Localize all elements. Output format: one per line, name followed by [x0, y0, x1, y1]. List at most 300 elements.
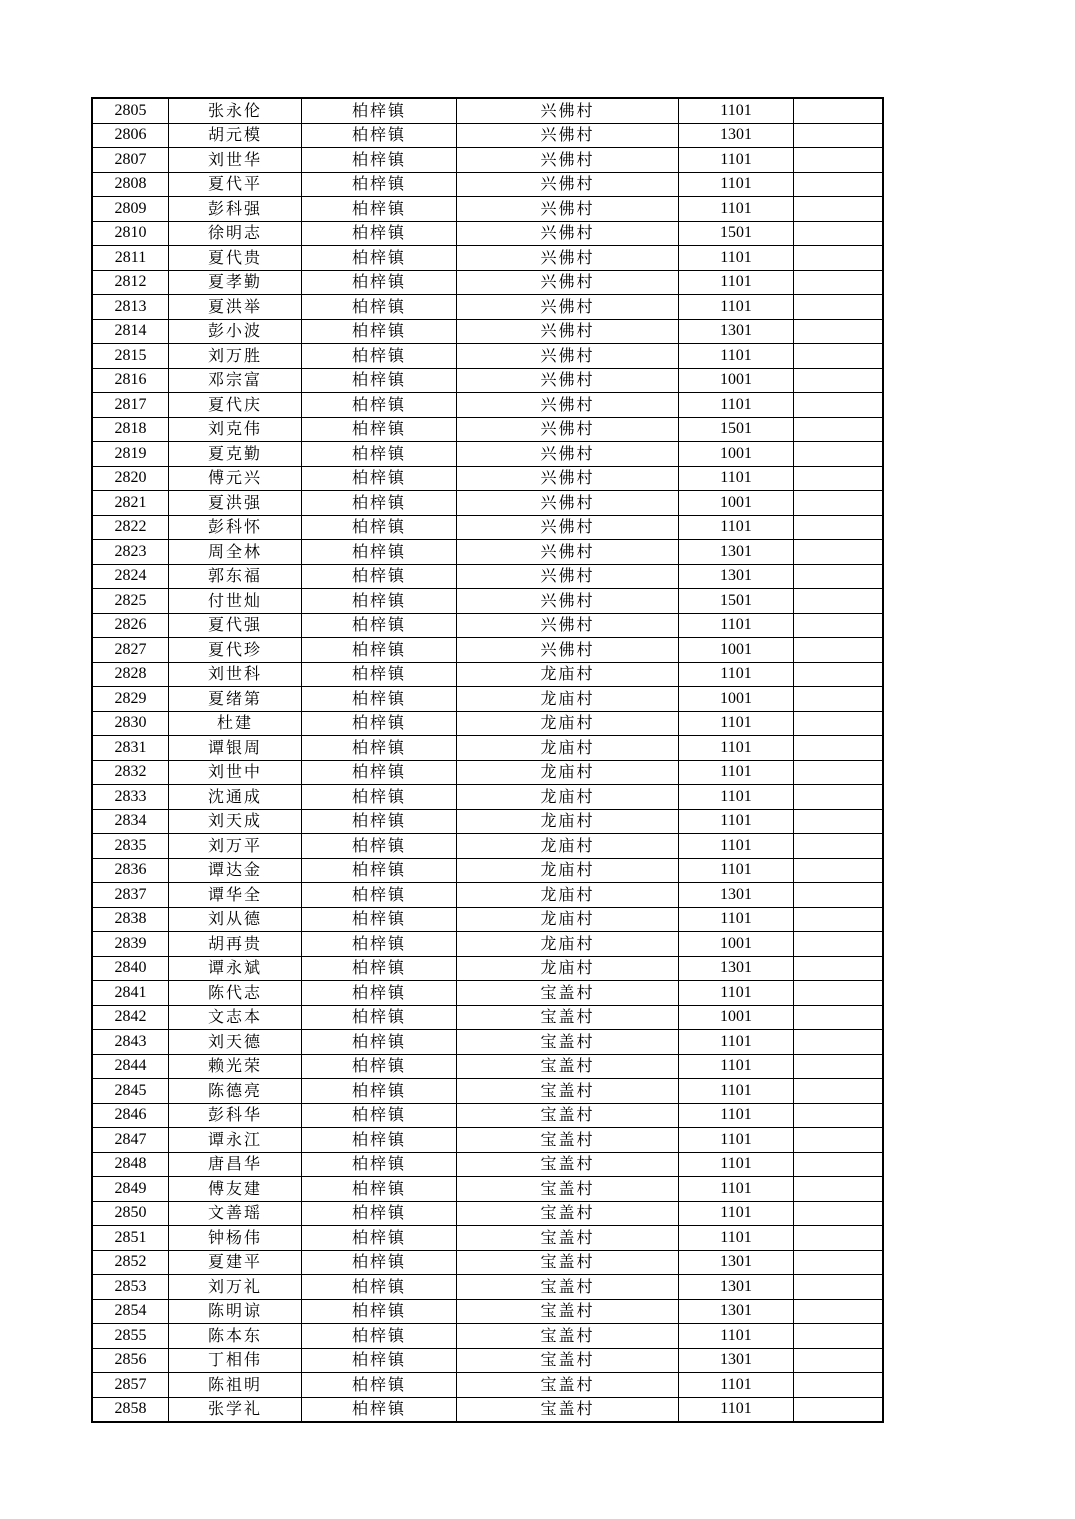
village-cell: 兴佛村 — [457, 466, 679, 491]
table-row — [92, 295, 883, 320]
town-cell: 柏梓镇 — [302, 858, 457, 883]
table-row — [92, 270, 883, 295]
person-name-cell: 沈通成 — [169, 785, 302, 810]
village-cell: 龙庙村 — [457, 907, 679, 932]
town-cell: 柏梓镇 — [302, 834, 457, 859]
village-cell: 兴佛村 — [457, 515, 679, 540]
empty-cell — [794, 368, 884, 393]
village-cell: 龙庙村 — [457, 932, 679, 957]
empty-cell — [794, 1348, 884, 1373]
table-row — [92, 368, 883, 393]
table-row — [92, 491, 883, 516]
town-cell: 柏梓镇 — [302, 1373, 457, 1398]
row-number-cell: 2835 — [92, 834, 169, 859]
town-cell: 柏梓镇 — [302, 981, 457, 1006]
empty-cell — [794, 148, 884, 173]
town-cell: 柏梓镇 — [302, 491, 457, 516]
person-name-cell: 夏代珍 — [169, 638, 302, 663]
table-row — [92, 907, 883, 932]
code-cell: 1101 — [679, 393, 794, 418]
town-cell: 柏梓镇 — [302, 1128, 457, 1153]
town-cell: 柏梓镇 — [302, 1177, 457, 1202]
code-cell: 1301 — [679, 883, 794, 908]
town-cell: 柏梓镇 — [302, 1324, 457, 1349]
town-cell: 柏梓镇 — [302, 638, 457, 663]
empty-cell — [794, 123, 884, 148]
row-number-cell: 2854 — [92, 1299, 169, 1324]
empty-cell — [794, 1299, 884, 1324]
code-cell: 1501 — [679, 417, 794, 442]
code-cell: 1101 — [679, 1030, 794, 1055]
code-cell: 1301 — [679, 1299, 794, 1324]
village-cell: 兴佛村 — [457, 148, 679, 173]
village-cell: 宝盖村 — [457, 1177, 679, 1202]
table-row — [92, 417, 883, 442]
village-cell: 宝盖村 — [457, 1005, 679, 1030]
village-cell: 宝盖村 — [457, 1054, 679, 1079]
town-cell: 柏梓镇 — [302, 956, 457, 981]
town-cell: 柏梓镇 — [302, 883, 457, 908]
person-name-cell: 徐明志 — [169, 221, 302, 246]
person-name-cell: 夏克勤 — [169, 442, 302, 467]
town-cell: 柏梓镇 — [302, 1030, 457, 1055]
code-cell: 1001 — [679, 491, 794, 516]
town-cell: 柏梓镇 — [302, 1299, 457, 1324]
town-cell: 柏梓镇 — [302, 98, 457, 123]
village-cell: 宝盖村 — [457, 1030, 679, 1055]
empty-cell — [794, 956, 884, 981]
town-cell: 柏梓镇 — [302, 1152, 457, 1177]
code-cell: 1301 — [679, 123, 794, 148]
village-cell: 兴佛村 — [457, 540, 679, 565]
row-number-cell: 2825 — [92, 589, 169, 614]
person-name-cell: 刘世中 — [169, 760, 302, 785]
village-cell: 兴佛村 — [457, 197, 679, 222]
empty-cell — [794, 1226, 884, 1251]
village-cell: 兴佛村 — [457, 221, 679, 246]
empty-cell — [794, 760, 884, 785]
person-name-cell: 刘万礼 — [169, 1275, 302, 1300]
person-name-cell: 赖光荣 — [169, 1054, 302, 1079]
row-number-cell: 2849 — [92, 1177, 169, 1202]
empty-cell — [794, 834, 884, 859]
town-cell: 柏梓镇 — [302, 1348, 457, 1373]
empty-cell — [794, 736, 884, 761]
code-cell: 1101 — [679, 1152, 794, 1177]
table-row — [92, 466, 883, 491]
table-row — [92, 123, 883, 148]
table-row — [92, 1250, 883, 1275]
empty-cell — [794, 662, 884, 687]
code-cell: 1101 — [679, 515, 794, 540]
table-row — [92, 515, 883, 540]
village-cell: 宝盖村 — [457, 1250, 679, 1275]
code-cell: 1001 — [679, 687, 794, 712]
row-number-cell: 2847 — [92, 1128, 169, 1153]
row-number-cell: 2827 — [92, 638, 169, 663]
town-cell: 柏梓镇 — [302, 1079, 457, 1104]
row-number-cell: 2857 — [92, 1373, 169, 1398]
code-cell: 1101 — [679, 148, 794, 173]
town-cell: 柏梓镇 — [302, 123, 457, 148]
code-cell: 1301 — [679, 1250, 794, 1275]
person-name-cell: 胡元模 — [169, 123, 302, 148]
table-row — [92, 662, 883, 687]
row-number-cell: 2839 — [92, 932, 169, 957]
village-cell: 兴佛村 — [457, 246, 679, 271]
row-number-cell: 2830 — [92, 711, 169, 736]
table-row — [92, 834, 883, 859]
row-number-cell: 2813 — [92, 295, 169, 320]
code-cell: 1101 — [679, 466, 794, 491]
row-number-cell: 2858 — [92, 1397, 169, 1422]
person-name-cell: 彭科强 — [169, 197, 302, 222]
table-row — [92, 736, 883, 761]
person-name-cell: 夏建平 — [169, 1250, 302, 1275]
person-name-cell: 丁相伟 — [169, 1348, 302, 1373]
person-name-cell: 刘世科 — [169, 662, 302, 687]
row-number-cell: 2820 — [92, 466, 169, 491]
table-row — [92, 98, 883, 123]
village-cell: 龙庙村 — [457, 687, 679, 712]
table-row — [92, 760, 883, 785]
row-number-cell: 2829 — [92, 687, 169, 712]
person-name-cell: 刘克伟 — [169, 417, 302, 442]
person-name-cell: 夏孝勤 — [169, 270, 302, 295]
table-row — [92, 1152, 883, 1177]
row-number-cell: 2842 — [92, 1005, 169, 1030]
empty-cell — [794, 1324, 884, 1349]
person-name-cell: 张永伦 — [169, 98, 302, 123]
code-cell: 1101 — [679, 1226, 794, 1251]
empty-cell — [794, 809, 884, 834]
empty-cell — [794, 1275, 884, 1300]
row-number-cell: 2848 — [92, 1152, 169, 1177]
code-cell: 1101 — [679, 344, 794, 369]
village-cell: 兴佛村 — [457, 442, 679, 467]
empty-cell — [794, 1054, 884, 1079]
town-cell: 柏梓镇 — [302, 589, 457, 614]
code-cell: 1001 — [679, 1005, 794, 1030]
table-row — [92, 221, 883, 246]
code-cell: 1101 — [679, 1103, 794, 1128]
village-cell: 龙庙村 — [457, 858, 679, 883]
village-cell: 宝盖村 — [457, 1079, 679, 1104]
town-cell: 柏梓镇 — [302, 197, 457, 222]
village-cell: 兴佛村 — [457, 638, 679, 663]
village-cell: 宝盖村 — [457, 1373, 679, 1398]
row-number-cell: 2810 — [92, 221, 169, 246]
empty-cell — [794, 540, 884, 565]
town-cell: 柏梓镇 — [302, 221, 457, 246]
village-cell: 兴佛村 — [457, 417, 679, 442]
person-name-cell: 刘天德 — [169, 1030, 302, 1055]
village-cell: 兴佛村 — [457, 319, 679, 344]
row-number-cell: 2806 — [92, 123, 169, 148]
village-cell: 兴佛村 — [457, 295, 679, 320]
empty-cell — [794, 932, 884, 957]
town-cell: 柏梓镇 — [302, 246, 457, 271]
table-row — [92, 1299, 883, 1324]
table-row — [92, 1177, 883, 1202]
village-cell: 兴佛村 — [457, 613, 679, 638]
code-cell: 1101 — [679, 1177, 794, 1202]
village-cell: 宝盖村 — [457, 1152, 679, 1177]
table-row — [92, 1275, 883, 1300]
village-cell: 龙庙村 — [457, 736, 679, 761]
village-cell: 兴佛村 — [457, 589, 679, 614]
table-row — [92, 711, 883, 736]
table-row — [92, 1079, 883, 1104]
code-cell: 1101 — [679, 1397, 794, 1422]
empty-cell — [794, 319, 884, 344]
person-name-cell: 杜建 — [169, 711, 302, 736]
empty-cell — [794, 589, 884, 614]
empty-cell — [794, 221, 884, 246]
table-row — [92, 1397, 883, 1422]
empty-cell — [794, 1152, 884, 1177]
town-cell: 柏梓镇 — [302, 442, 457, 467]
code-cell: 1101 — [679, 834, 794, 859]
code-cell: 1301 — [679, 956, 794, 981]
empty-cell — [794, 858, 884, 883]
empty-cell — [794, 785, 884, 810]
code-cell: 1101 — [679, 270, 794, 295]
table-row — [92, 197, 883, 222]
town-cell: 柏梓镇 — [302, 564, 457, 589]
code-cell: 1101 — [679, 907, 794, 932]
code-cell: 1301 — [679, 1348, 794, 1373]
village-cell: 兴佛村 — [457, 172, 679, 197]
row-number-cell: 2808 — [92, 172, 169, 197]
town-cell: 柏梓镇 — [302, 736, 457, 761]
person-name-cell: 夏代贵 — [169, 246, 302, 271]
table-row — [92, 1324, 883, 1349]
town-cell: 柏梓镇 — [302, 1103, 457, 1128]
code-cell: 1101 — [679, 809, 794, 834]
town-cell: 柏梓镇 — [302, 148, 457, 173]
code-cell: 1001 — [679, 442, 794, 467]
person-name-cell: 周全林 — [169, 540, 302, 565]
table-row — [92, 1005, 883, 1030]
code-cell: 1101 — [679, 1201, 794, 1226]
town-cell: 柏梓镇 — [302, 270, 457, 295]
person-name-cell: 郭东福 — [169, 564, 302, 589]
code-cell: 1101 — [679, 858, 794, 883]
row-number-cell: 2837 — [92, 883, 169, 908]
village-cell: 兴佛村 — [457, 98, 679, 123]
table-row — [92, 246, 883, 271]
row-number-cell: 2809 — [92, 197, 169, 222]
empty-cell — [794, 98, 884, 123]
town-cell: 柏梓镇 — [302, 1275, 457, 1300]
code-cell: 1501 — [679, 589, 794, 614]
town-cell: 柏梓镇 — [302, 466, 457, 491]
row-number-cell: 2838 — [92, 907, 169, 932]
person-name-cell: 夏代强 — [169, 613, 302, 638]
village-cell: 龙庙村 — [457, 809, 679, 834]
empty-cell — [794, 1103, 884, 1128]
person-name-cell: 彭科华 — [169, 1103, 302, 1128]
person-name-cell: 谭华全 — [169, 883, 302, 908]
person-name-cell: 陈代志 — [169, 981, 302, 1006]
town-cell: 柏梓镇 — [302, 1250, 457, 1275]
row-number-cell: 2815 — [92, 344, 169, 369]
table-row — [92, 564, 883, 589]
village-cell: 龙庙村 — [457, 834, 679, 859]
code-cell: 1101 — [679, 785, 794, 810]
code-cell: 1101 — [679, 1324, 794, 1349]
empty-cell — [794, 1005, 884, 1030]
empty-cell — [794, 687, 884, 712]
row-number-cell: 2851 — [92, 1226, 169, 1251]
table-row — [92, 785, 883, 810]
row-number-cell: 2812 — [92, 270, 169, 295]
row-number-cell: 2824 — [92, 564, 169, 589]
empty-cell — [794, 466, 884, 491]
empty-cell — [794, 1201, 884, 1226]
town-cell: 柏梓镇 — [302, 1005, 457, 1030]
table-row — [92, 148, 883, 173]
town-cell: 柏梓镇 — [302, 319, 457, 344]
table-row — [92, 589, 883, 614]
person-name-cell: 邓宗富 — [169, 368, 302, 393]
row-number-cell: 2817 — [92, 393, 169, 418]
table-row — [92, 1201, 883, 1226]
code-cell: 1101 — [679, 736, 794, 761]
village-cell: 宝盖村 — [457, 1201, 679, 1226]
table-row — [92, 442, 883, 467]
town-cell: 柏梓镇 — [302, 540, 457, 565]
table-row — [92, 540, 883, 565]
person-name-cell: 谭永斌 — [169, 956, 302, 981]
row-number-cell: 2834 — [92, 809, 169, 834]
empty-cell — [794, 564, 884, 589]
table-row — [92, 172, 883, 197]
person-name-cell: 唐昌华 — [169, 1152, 302, 1177]
person-name-cell: 胡再贵 — [169, 932, 302, 957]
code-cell: 1101 — [679, 662, 794, 687]
table-row — [92, 981, 883, 1006]
village-cell: 龙庙村 — [457, 785, 679, 810]
row-number-cell: 2821 — [92, 491, 169, 516]
village-cell: 龙庙村 — [457, 883, 679, 908]
town-cell: 柏梓镇 — [302, 687, 457, 712]
village-cell: 兴佛村 — [457, 491, 679, 516]
code-cell: 1001 — [679, 932, 794, 957]
code-cell: 1501 — [679, 221, 794, 246]
code-cell: 1101 — [679, 295, 794, 320]
row-number-cell: 2826 — [92, 613, 169, 638]
row-number-cell: 2856 — [92, 1348, 169, 1373]
table-row — [92, 393, 883, 418]
row-number-cell: 2833 — [92, 785, 169, 810]
town-cell: 柏梓镇 — [302, 295, 457, 320]
row-number-cell: 2853 — [92, 1275, 169, 1300]
person-name-cell: 谭达金 — [169, 858, 302, 883]
row-number-cell: 2841 — [92, 981, 169, 1006]
table-row — [92, 1373, 883, 1398]
town-cell: 柏梓镇 — [302, 613, 457, 638]
village-cell: 兴佛村 — [457, 368, 679, 393]
village-cell: 龙庙村 — [457, 760, 679, 785]
empty-cell — [794, 981, 884, 1006]
empty-cell — [794, 246, 884, 271]
code-cell: 1301 — [679, 564, 794, 589]
empty-cell — [794, 1128, 884, 1153]
empty-cell — [794, 1177, 884, 1202]
table-row — [92, 638, 883, 663]
row-number-cell: 2850 — [92, 1201, 169, 1226]
town-cell: 柏梓镇 — [302, 1226, 457, 1251]
person-name-cell: 夏洪强 — [169, 491, 302, 516]
empty-cell — [794, 1079, 884, 1104]
table-row — [92, 883, 883, 908]
town-cell: 柏梓镇 — [302, 515, 457, 540]
row-number-cell: 2811 — [92, 246, 169, 271]
code-cell: 1101 — [679, 613, 794, 638]
village-cell: 龙庙村 — [457, 956, 679, 981]
town-cell: 柏梓镇 — [302, 809, 457, 834]
row-number-cell: 2843 — [92, 1030, 169, 1055]
village-cell: 兴佛村 — [457, 393, 679, 418]
table-row — [92, 858, 883, 883]
empty-cell — [794, 172, 884, 197]
table-row — [92, 613, 883, 638]
empty-cell — [794, 613, 884, 638]
table-row — [92, 809, 883, 834]
table-row — [92, 1103, 883, 1128]
town-cell: 柏梓镇 — [302, 1054, 457, 1079]
person-name-cell: 夏代庆 — [169, 393, 302, 418]
person-name-cell: 刘万平 — [169, 834, 302, 859]
village-cell: 兴佛村 — [457, 344, 679, 369]
village-cell: 兴佛村 — [457, 270, 679, 295]
table-row — [92, 344, 883, 369]
row-number-cell: 2836 — [92, 858, 169, 883]
village-cell: 龙庙村 — [457, 662, 679, 687]
table-row — [92, 1054, 883, 1079]
empty-cell — [794, 1397, 884, 1422]
town-cell: 柏梓镇 — [302, 711, 457, 736]
empty-cell — [794, 711, 884, 736]
empty-cell — [794, 393, 884, 418]
code-cell: 1301 — [679, 319, 794, 344]
row-number-cell: 2807 — [92, 148, 169, 173]
town-cell: 柏梓镇 — [302, 907, 457, 932]
code-cell: 1101 — [679, 98, 794, 123]
person-name-cell: 付世灿 — [169, 589, 302, 614]
empty-cell — [794, 197, 884, 222]
village-cell: 宝盖村 — [457, 1103, 679, 1128]
code-cell: 1101 — [679, 981, 794, 1006]
village-cell: 宝盖村 — [457, 1348, 679, 1373]
table-row — [92, 932, 883, 957]
row-number-cell: 2823 — [92, 540, 169, 565]
town-cell: 柏梓镇 — [302, 932, 457, 957]
row-number-cell: 2819 — [92, 442, 169, 467]
village-cell: 宝盖村 — [457, 981, 679, 1006]
person-name-cell: 文志本 — [169, 1005, 302, 1030]
person-name-cell: 夏绪第 — [169, 687, 302, 712]
person-name-cell: 钟杨伟 — [169, 1226, 302, 1251]
person-name-cell: 刘万胜 — [169, 344, 302, 369]
empty-cell — [794, 907, 884, 932]
empty-cell — [794, 1030, 884, 1055]
town-cell: 柏梓镇 — [302, 393, 457, 418]
code-cell: 1101 — [679, 172, 794, 197]
village-cell: 兴佛村 — [457, 123, 679, 148]
